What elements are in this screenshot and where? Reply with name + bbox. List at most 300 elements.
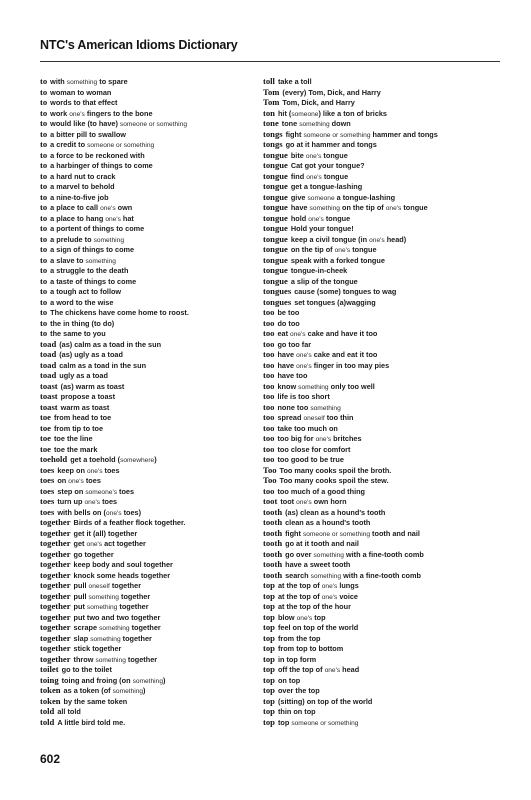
index-entry bbox=[40, 202, 272, 213]
phrase-text: woman to woman bbox=[50, 87, 112, 97]
index-entry bbox=[40, 391, 275, 402]
entry-headword: together bbox=[40, 601, 71, 611]
phrase-text: ) bbox=[143, 686, 146, 695]
phrase-placeholder: something bbox=[132, 677, 163, 685]
entry-phrase bbox=[280, 497, 346, 506]
right-column bbox=[263, 76, 495, 727]
entry-phrase bbox=[59, 361, 146, 370]
index-entry bbox=[40, 685, 272, 696]
phrase-text: toing and froing (on bbox=[61, 675, 133, 685]
index-entry bbox=[263, 234, 495, 245]
phrase-text: do too bbox=[277, 318, 300, 328]
index-entry bbox=[40, 265, 272, 276]
index-entry bbox=[263, 717, 495, 728]
entry-phrase bbox=[291, 235, 406, 244]
phrase-placeholder: one's bbox=[324, 667, 341, 674]
phrase-text: together bbox=[120, 633, 152, 643]
entry-phrase bbox=[291, 266, 347, 275]
entry-phrase bbox=[50, 193, 108, 202]
phrase-text: speak with a forked tongue bbox=[290, 255, 385, 265]
phrase-text: a portent of things to come bbox=[50, 224, 145, 233]
entry-phrase bbox=[286, 140, 377, 149]
index-entry bbox=[40, 496, 272, 507]
phrase-text: act together bbox=[102, 539, 146, 548]
entry-headword: too bbox=[263, 349, 275, 359]
entry-headword: tooth bbox=[263, 548, 283, 559]
phrase-text: Cat got your tongue? bbox=[290, 161, 365, 170]
entry-phrase bbox=[294, 298, 375, 307]
index-entry bbox=[40, 622, 272, 633]
phrase-text: a slip of the tongue bbox=[290, 276, 358, 286]
phrase-text: have bbox=[290, 203, 310, 212]
index-entry bbox=[40, 359, 275, 371]
index-entry bbox=[263, 423, 495, 434]
entry-headword: together bbox=[40, 559, 71, 569]
index-entry bbox=[263, 654, 495, 665]
entry-headword: tooth bbox=[263, 559, 283, 569]
index-entry bbox=[40, 181, 272, 192]
entry-headword: tooth bbox=[263, 506, 283, 517]
entry-headword: to bbox=[40, 265, 48, 275]
phrase-text: cake and eat it too bbox=[311, 350, 378, 359]
entry-headword: tooth bbox=[263, 569, 283, 580]
phrase-placeholder: something bbox=[86, 604, 118, 611]
index-entry bbox=[263, 391, 495, 402]
index-entry bbox=[40, 192, 272, 203]
entry-phrase bbox=[74, 571, 171, 580]
entry-phrase bbox=[285, 550, 424, 559]
entry-headword: to bbox=[40, 139, 48, 149]
entry-phrase bbox=[50, 140, 154, 149]
index-entry bbox=[40, 580, 272, 591]
entry-phrase bbox=[50, 88, 111, 97]
entry-headword: tongue bbox=[263, 149, 288, 160]
phrase-text: pull bbox=[73, 581, 89, 590]
entry-phrase bbox=[277, 382, 374, 391]
entry-phrase bbox=[286, 130, 438, 139]
index-entry bbox=[40, 612, 272, 623]
entry-phrase bbox=[50, 151, 144, 160]
entry-headword: to bbox=[40, 97, 48, 107]
phrase-text: hat bbox=[120, 213, 134, 223]
phrase-text: over the top bbox=[277, 686, 320, 695]
entry-phrase bbox=[74, 655, 158, 664]
index-entry bbox=[263, 370, 495, 381]
phrase-text: slap bbox=[73, 633, 91, 643]
entry-phrase bbox=[50, 161, 153, 170]
entry-headword: to bbox=[40, 254, 48, 265]
entry-headword: toes bbox=[40, 506, 55, 517]
entry-headword: tooth bbox=[263, 517, 283, 527]
phrase-text: ugly as a toad bbox=[59, 371, 108, 380]
phrase-placeholder: one's bbox=[321, 583, 338, 590]
entry-phrase bbox=[291, 161, 365, 170]
entry-phrase bbox=[59, 340, 161, 349]
phrase-text: put two and two together bbox=[73, 612, 161, 622]
phrase-text: clean as a hound's tooth bbox=[285, 518, 371, 527]
phrase-placeholder: something bbox=[95, 656, 126, 664]
phrase-text: words to that effect bbox=[50, 98, 118, 107]
entry-headword: too bbox=[263, 391, 275, 401]
index-entry bbox=[40, 633, 272, 644]
entry-phrase bbox=[280, 476, 389, 485]
entry-phrase bbox=[277, 455, 343, 464]
index-entry bbox=[263, 381, 495, 392]
entry-phrase bbox=[278, 655, 316, 664]
phrase-placeholder: someone bbox=[291, 110, 319, 118]
index-entry bbox=[263, 475, 495, 486]
index-entry bbox=[40, 76, 272, 87]
entry-phrase bbox=[282, 119, 351, 128]
entry-headword: too bbox=[263, 359, 275, 370]
index-entry bbox=[40, 443, 275, 455]
entry-headword: tongues bbox=[263, 286, 292, 296]
index-entry bbox=[40, 108, 272, 119]
entry-phrase bbox=[57, 707, 81, 716]
phrase-text: to spare bbox=[97, 77, 128, 86]
phrase-text: fight bbox=[285, 528, 303, 538]
phrase-placeholder: one's bbox=[290, 331, 306, 338]
index-entry bbox=[263, 675, 495, 686]
entry-headword: together bbox=[40, 643, 71, 653]
index-entry bbox=[263, 339, 495, 350]
entry-headword: Too bbox=[263, 464, 277, 475]
phrase-text: warm as toast bbox=[60, 402, 110, 412]
phrase-placeholder: something bbox=[88, 593, 119, 601]
phrase-text: eat bbox=[277, 329, 291, 338]
index-entry bbox=[263, 465, 495, 476]
index-entry bbox=[263, 307, 495, 318]
index-entry bbox=[40, 213, 272, 224]
phrase-text: only too well bbox=[328, 381, 375, 391]
phrase-text: put bbox=[73, 602, 87, 611]
phrase-placeholder: something bbox=[66, 79, 98, 86]
phrase-text: go at it hammer and tongs bbox=[285, 140, 377, 149]
entry-phrase bbox=[278, 634, 321, 643]
phrase-text: with bells on ( bbox=[57, 507, 106, 517]
phrase-text: down bbox=[329, 119, 351, 128]
phrase-text: off the top of bbox=[277, 665, 325, 674]
phrase-text: (as) ugly as a toad bbox=[59, 350, 123, 359]
phrase-text: (sitting) on top of the world bbox=[277, 696, 373, 706]
phrase-placeholder: one's bbox=[296, 614, 313, 622]
phrase-text: a harbinger of things to come bbox=[50, 161, 153, 170]
phrase-text: tongue bbox=[401, 203, 428, 212]
entry-headword: Tom bbox=[263, 86, 280, 97]
entry-headword: top bbox=[263, 590, 275, 601]
entry-headword: top bbox=[263, 611, 275, 622]
phrase-text: toes bbox=[102, 465, 120, 475]
index-entry bbox=[40, 255, 272, 266]
index-entry bbox=[263, 171, 495, 182]
entry-phrase bbox=[50, 203, 132, 212]
index-entry bbox=[40, 538, 272, 549]
entry-phrase bbox=[277, 424, 337, 433]
entry-phrase bbox=[277, 371, 307, 380]
phrase-text: set tongues (a)wagging bbox=[294, 297, 376, 307]
phrase-text: get it (all) together bbox=[73, 528, 138, 538]
phrase-text: work bbox=[50, 108, 70, 118]
entry-phrase bbox=[50, 256, 116, 265]
phrase-text: on bbox=[57, 476, 69, 485]
entry-headword: toad bbox=[40, 370, 57, 380]
entry-headword: top bbox=[263, 664, 275, 674]
phrase-placeholder: someone bbox=[307, 194, 335, 202]
entry-phrase bbox=[50, 172, 115, 181]
phrase-placeholder: someone's bbox=[85, 488, 117, 496]
entry-phrase bbox=[50, 77, 127, 86]
entry-phrase bbox=[291, 277, 358, 286]
phrase-text: from tip to toe bbox=[53, 423, 104, 433]
phrase-text: a bitter pill to swallow bbox=[50, 129, 126, 139]
entry-phrase bbox=[74, 529, 138, 538]
entry-headword: toad bbox=[40, 349, 57, 359]
phrase-placeholder: one's bbox=[105, 215, 121, 223]
phrase-text: get a toehold ( bbox=[70, 455, 121, 464]
entry-phrase bbox=[285, 518, 370, 527]
index-entry bbox=[40, 601, 272, 612]
index-entry bbox=[40, 317, 275, 329]
entry-headword: toast bbox=[40, 380, 58, 391]
index-entry bbox=[263, 328, 495, 339]
index-entry bbox=[40, 150, 272, 161]
index-entry bbox=[263, 570, 495, 581]
entry-headword: too bbox=[263, 443, 275, 454]
index-entry bbox=[40, 97, 272, 108]
entry-headword: to bbox=[40, 86, 48, 97]
index-entry bbox=[263, 150, 495, 161]
phrase-text: ) like a ton of bricks bbox=[318, 108, 387, 118]
phrase-placeholder: oneself bbox=[303, 415, 325, 422]
phrase-text: tongue bbox=[321, 171, 349, 181]
phrase-text: have bbox=[277, 350, 297, 359]
entry-headword: to bbox=[40, 76, 48, 86]
index-entry bbox=[263, 223, 495, 234]
entry-headword: together bbox=[40, 580, 71, 590]
phrase-text: a taste of things to come bbox=[50, 276, 137, 286]
index-entry bbox=[40, 528, 272, 539]
phrase-text: tongue bbox=[321, 150, 348, 160]
phrase-text: together bbox=[109, 581, 142, 590]
entry-phrase bbox=[50, 182, 114, 191]
phrase-placeholder: one's bbox=[69, 110, 85, 118]
entry-phrase bbox=[50, 130, 126, 139]
index-entry bbox=[263, 496, 495, 507]
index-entry bbox=[40, 412, 275, 423]
entry-phrase bbox=[70, 455, 156, 464]
entry-phrase bbox=[50, 277, 136, 286]
phrase-text: a slave to bbox=[50, 255, 86, 265]
phrase-text: together bbox=[125, 654, 158, 664]
index-entry bbox=[40, 244, 272, 255]
index-entry bbox=[40, 223, 272, 234]
entry-headword: toll bbox=[263, 76, 275, 86]
index-entry bbox=[40, 328, 275, 339]
phrase-text: a place to call bbox=[50, 203, 101, 212]
entry-phrase bbox=[278, 718, 358, 727]
phrase-text: bite bbox=[290, 150, 306, 160]
entry-headword: top bbox=[263, 580, 275, 590]
phrase-text: a credit to bbox=[50, 140, 88, 149]
phrase-text: know bbox=[277, 381, 299, 391]
phrase-text: spread bbox=[277, 413, 304, 422]
entry-phrase bbox=[277, 392, 329, 401]
entry-phrase bbox=[282, 88, 380, 97]
phrase-text: on the tip of bbox=[290, 245, 335, 254]
phrase-placeholder: one's bbox=[315, 436, 332, 443]
entry-phrase bbox=[54, 434, 93, 443]
entry-phrase bbox=[57, 718, 125, 727]
entry-headword: toast bbox=[40, 391, 58, 401]
entry-headword: to bbox=[40, 191, 48, 202]
phrase-placeholder: something bbox=[85, 257, 116, 265]
phrase-text: pull bbox=[73, 591, 89, 601]
index-entry bbox=[263, 664, 495, 675]
entry-phrase bbox=[278, 707, 316, 716]
entry-phrase bbox=[278, 665, 359, 674]
entry-headword: tooth bbox=[263, 527, 283, 538]
entry-headword: together bbox=[40, 538, 71, 548]
phrase-text: a force to be reckoned with bbox=[50, 150, 145, 160]
entry-headword: to bbox=[40, 233, 48, 244]
entry-headword: toe bbox=[40, 433, 51, 443]
phrase-text: a place to hang bbox=[50, 213, 106, 223]
index-entry bbox=[263, 255, 495, 266]
entry-headword: toad bbox=[40, 359, 57, 370]
phrase-placeholder: one's bbox=[306, 173, 322, 181]
index-entry bbox=[40, 307, 275, 318]
entry-phrase bbox=[277, 445, 350, 454]
phrase-text: top bbox=[277, 717, 292, 727]
entry-phrase bbox=[278, 109, 387, 118]
phrase-text: britches bbox=[331, 434, 362, 443]
entry-phrase bbox=[74, 644, 122, 653]
phrase-text: have a sweet tooth bbox=[285, 560, 351, 569]
entry-headword: toast bbox=[40, 401, 58, 412]
entry-phrase bbox=[278, 686, 320, 695]
index-entry bbox=[263, 160, 495, 171]
phrase-text: go over bbox=[285, 549, 314, 559]
entry-headword: tongue bbox=[263, 170, 288, 181]
phrase-placeholder: one's bbox=[369, 236, 385, 244]
entry-headword: top bbox=[263, 706, 275, 716]
entry-phrase bbox=[277, 350, 377, 359]
phrase-text: a prelude to bbox=[50, 234, 94, 244]
phrase-text: tooth and nail bbox=[370, 528, 420, 538]
index-entry bbox=[263, 181, 495, 192]
phrase-text: (as) clean as a hound's tooth bbox=[285, 507, 386, 517]
phrase-text: a nine-to-five job bbox=[50, 192, 109, 202]
entry-phrase bbox=[50, 119, 187, 128]
index-entry bbox=[263, 685, 495, 696]
index-entry bbox=[263, 517, 495, 528]
entry-phrase bbox=[294, 287, 396, 296]
phrase-text: own horn bbox=[311, 497, 347, 506]
index-entry bbox=[263, 97, 495, 108]
entry-headword: together bbox=[40, 569, 71, 580]
entry-headword: together bbox=[40, 622, 71, 632]
header-rule bbox=[40, 61, 500, 62]
index-entry bbox=[40, 234, 272, 245]
phrase-placeholder: someone or something bbox=[119, 121, 187, 128]
phrase-placeholder: something bbox=[298, 383, 329, 391]
phrase-placeholder: something bbox=[313, 551, 344, 559]
phrase-text: go together bbox=[73, 549, 114, 559]
entry-headword: tooth bbox=[263, 538, 283, 548]
entry-headword: too bbox=[263, 307, 275, 317]
entry-headword: too bbox=[263, 485, 275, 496]
entry-phrase bbox=[62, 676, 166, 685]
phrase-placeholder: one's bbox=[296, 362, 312, 370]
phrase-text: toes bbox=[117, 486, 135, 496]
index-entry bbox=[40, 517, 272, 528]
entry-phrase bbox=[54, 445, 97, 454]
phrase-text: tone bbox=[281, 119, 300, 128]
entry-headword: toilet bbox=[40, 664, 59, 674]
phrase-text: too close for comfort bbox=[277, 444, 351, 454]
entry-phrase bbox=[282, 98, 354, 107]
phrase-text: have bbox=[277, 360, 297, 370]
entry-headword: toes bbox=[40, 496, 55, 506]
entry-headword: Tom bbox=[263, 97, 280, 107]
index-entry bbox=[40, 380, 275, 392]
index-entry bbox=[40, 654, 272, 665]
entry-phrase bbox=[74, 550, 114, 559]
phrase-text: a tongue-lashing bbox=[334, 192, 396, 202]
entry-headword: toes bbox=[40, 485, 55, 496]
entry-headword: to bbox=[40, 286, 48, 296]
phrase-text: be too bbox=[277, 308, 300, 317]
index-entry bbox=[40, 349, 275, 360]
entry-headword: tongues bbox=[263, 296, 292, 307]
phrase-text: together bbox=[118, 591, 151, 601]
phrase-text: would like (to have) bbox=[50, 119, 120, 128]
index-entry bbox=[263, 139, 495, 150]
phrase-text: lungs bbox=[337, 581, 359, 590]
entry-headword: tongs bbox=[263, 139, 283, 149]
phrase-placeholder: something bbox=[310, 572, 342, 580]
entry-headword: tongue bbox=[263, 244, 288, 254]
phrase-text: top bbox=[312, 612, 326, 622]
entry-phrase bbox=[74, 518, 186, 527]
entry-phrase bbox=[57, 508, 141, 517]
entry-phrase bbox=[74, 581, 141, 590]
entry-headword: top bbox=[263, 622, 275, 632]
entry-headword: top bbox=[263, 632, 275, 643]
index-entry bbox=[263, 297, 495, 308]
entry-headword: tongue bbox=[263, 181, 288, 191]
entry-headword: to bbox=[40, 128, 48, 139]
entry-phrase bbox=[50, 298, 113, 307]
entry-phrase bbox=[61, 382, 125, 391]
phrase-text: Too many cooks spoil the broth. bbox=[279, 465, 392, 475]
phrase-placeholder: one's bbox=[334, 247, 351, 254]
entry-headword: together bbox=[40, 527, 71, 538]
entry-phrase bbox=[277, 403, 340, 412]
entry-headword: token bbox=[40, 695, 61, 706]
phrase-text: own bbox=[115, 203, 133, 212]
phrase-placeholder: one's bbox=[86, 467, 103, 475]
entry-phrase bbox=[50, 224, 144, 233]
entry-headword: to bbox=[40, 118, 48, 128]
entry-phrase bbox=[277, 329, 377, 338]
index-entry bbox=[263, 433, 495, 444]
entry-headword: tongue bbox=[263, 275, 288, 286]
entry-phrase bbox=[74, 634, 152, 643]
entry-headword: toehold bbox=[40, 454, 68, 464]
entry-headword: to bbox=[40, 160, 48, 170]
entry-headword: together bbox=[40, 632, 71, 643]
